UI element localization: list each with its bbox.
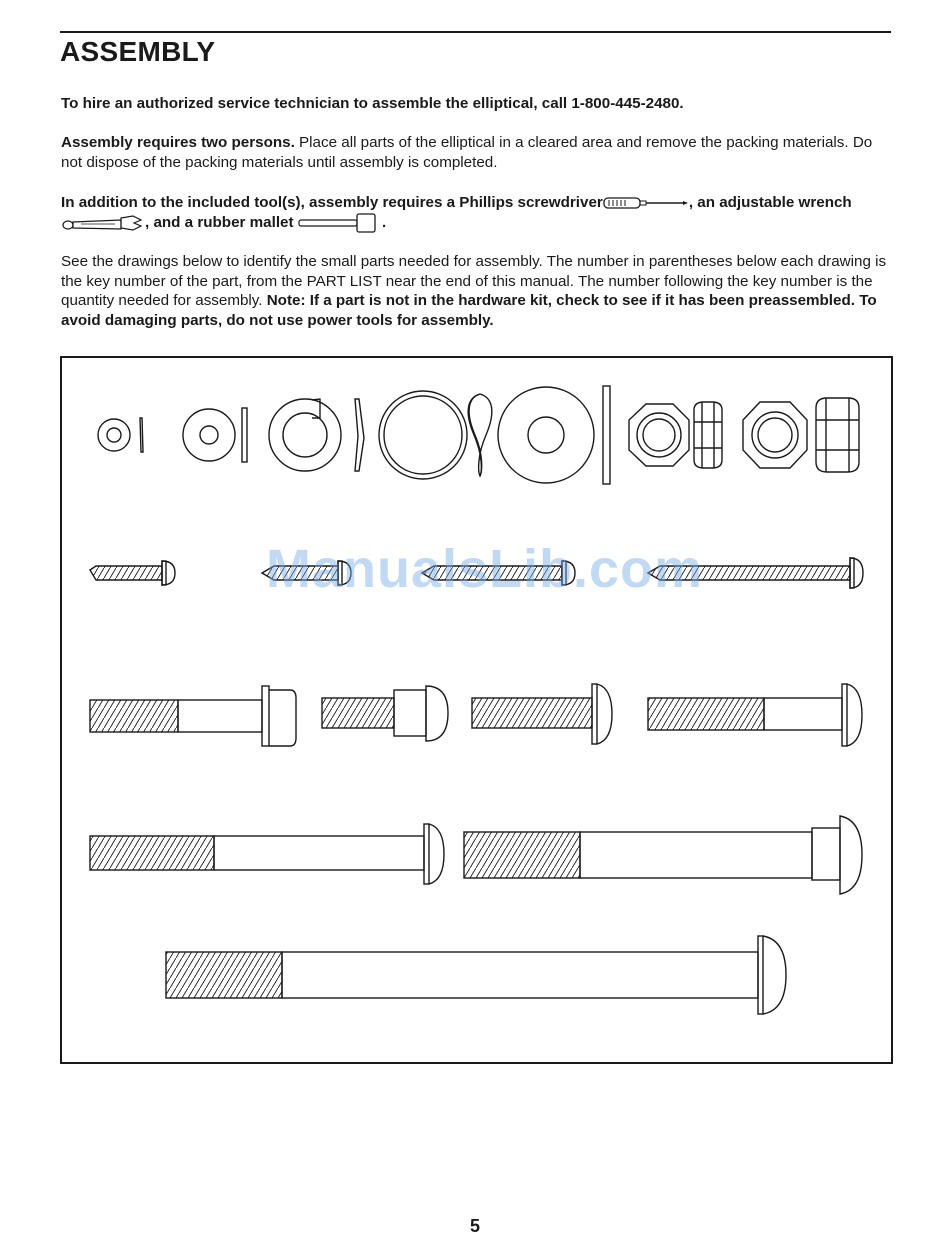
locknut bbox=[629, 402, 722, 468]
large-washer bbox=[379, 391, 467, 479]
extra-long-bolt bbox=[166, 936, 786, 1014]
long-shoulder-bolt bbox=[464, 816, 862, 894]
mallet-icon bbox=[298, 213, 378, 233]
tools-text-3: , and a rubber mallet bbox=[145, 213, 294, 231]
flat-washer bbox=[183, 408, 247, 462]
hardware-identification-panel bbox=[60, 356, 893, 1064]
big-washer bbox=[498, 386, 610, 484]
page-number: 5 bbox=[469, 1216, 480, 1236]
tools-paragraph bbox=[61, 193, 891, 233]
two-persons-paragraph bbox=[61, 133, 891, 172]
drawings-text: See the drawings below to identify the small parts needed for assembly. The number in parentheses below each drawing is the key number of the part, from the PART LIST near the end of this manual. The number following the key number is the quantity needed for assembly. bbox=[61, 253, 887, 310]
split-washer bbox=[269, 399, 364, 471]
button-bolt bbox=[472, 684, 612, 744]
two-persons-bold: Assembly requires two persons. bbox=[61, 134, 295, 151]
page-title: ASSEMBLY bbox=[60, 36, 216, 67]
service-paragraph bbox=[61, 94, 891, 114]
large-locknut bbox=[743, 398, 859, 472]
shoulder-bolt bbox=[90, 686, 296, 746]
small-washer bbox=[98, 418, 143, 452]
tools-text-2: , an adjustable wrench bbox=[688, 194, 852, 211]
short-bolt bbox=[322, 686, 448, 741]
wrench-icon bbox=[61, 214, 145, 232]
short-screw bbox=[90, 561, 175, 585]
service-text: To hire an authorized service technician to assemble the elliptical, call 1-800-445-2480. bbox=[61, 95, 684, 112]
header-rule bbox=[60, 31, 891, 33]
medium-bolt bbox=[648, 684, 862, 746]
screwdriver-icon bbox=[603, 196, 689, 210]
tools-text-1: In addition to the included tool(s), assembly requires a Phillips screwdriver bbox=[61, 194, 603, 211]
drawings-paragraph bbox=[61, 252, 891, 330]
drawings-note: Note: If a part is not in the hardware kit, check to see if it has been preassembled. To avoid damaging parts, do not use power tools for assembly. bbox=[61, 292, 877, 329]
two-persons-text: Place all parts of the elliptical in a cleared area and remove the packing materials. Do not dispose of the packing materials until assembly is completed. bbox=[61, 134, 873, 171]
tools-text-4: . bbox=[382, 213, 387, 231]
watermark: ManualsLib.com bbox=[266, 539, 704, 599]
long-bolt bbox=[90, 824, 444, 884]
wave-washer bbox=[468, 394, 492, 476]
